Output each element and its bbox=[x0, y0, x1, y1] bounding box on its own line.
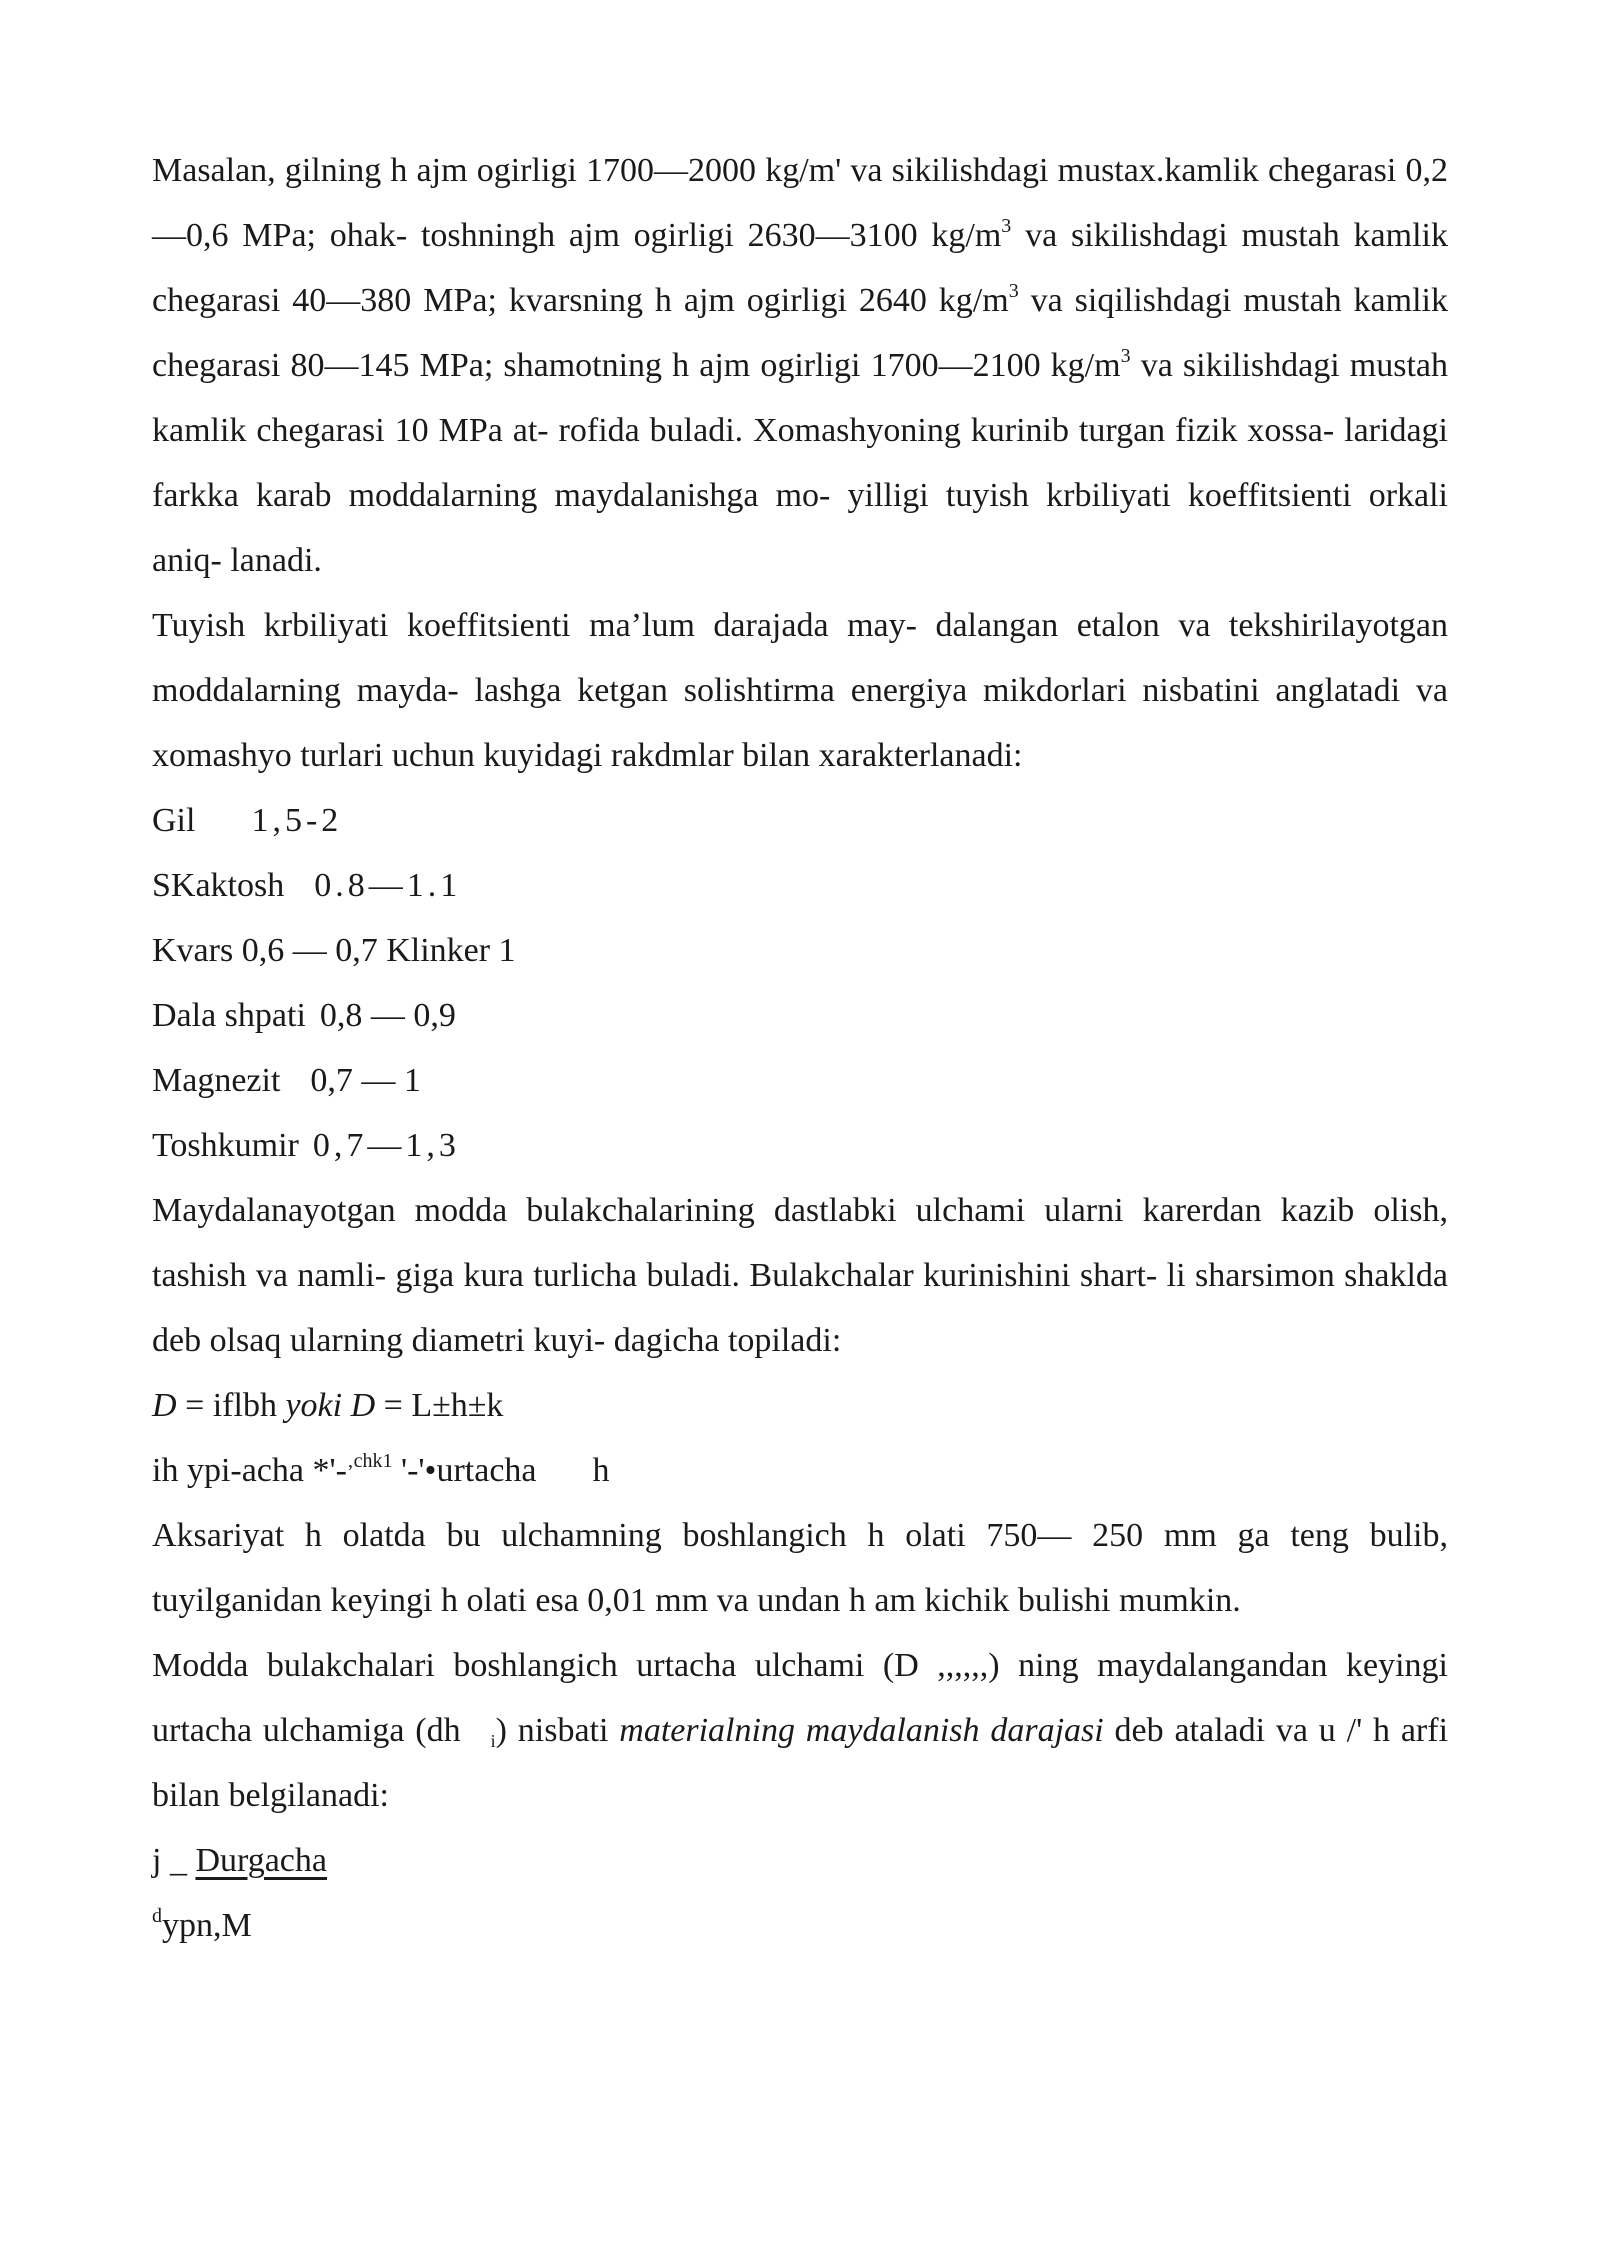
formula-text: '-'•urtacha bbox=[392, 1452, 537, 1489]
material-row-skaktosh bbox=[152, 853, 1448, 918]
formula-ratio-denominator bbox=[152, 1893, 1448, 1958]
paragraph-grindability: Tuyish krbiliyati koeffitsienti ma’lum darajada may- dalangan etalon va tekshirilayotgan moddalarning mayda- lashga ketgan solishtirma energiya mikdorlari nisbatini anglatadi va xomashyo turlari uchun kuyidagi rakdmlar bilan xarakterlanadi: bbox=[152, 607, 1448, 774]
material-row-magnezit bbox=[152, 1048, 1448, 1113]
paragraph-particle-size: Maydalanayotgan modda bulakchalarining dastlabki ulchami ularni karerdan kazib olish, tashish va namli- giga kura turlicha buladi. Bulakchalar kurinishini shart- li sharsimon shaklda deb olsaq ularning diametri kuyi- dagicha topiladi: bbox=[152, 1192, 1448, 1359]
material-label: Toshkumir bbox=[152, 1127, 299, 1164]
material-row-dala-shpati bbox=[152, 983, 1448, 1048]
paragraph-size-range: Aksariyat h olatda bu ulchamning boshlangich h olati 750— 250 mm ga teng bulib, tuyilganidan keyingi h olati esa 0,01 mm va undan h am kichik bulishi mumkin. bbox=[152, 1517, 1448, 1619]
formula-symbol-d: D bbox=[350, 1387, 376, 1424]
formula-diameter bbox=[152, 1373, 1448, 1438]
superscript-3: 3 bbox=[1001, 215, 1012, 237]
superscript-3: 3 bbox=[1120, 345, 1131, 367]
material-label: SKaktosh bbox=[152, 867, 285, 904]
para1-text-2: va sikilishdagi mustah kamlik chegarasi 40—380 MPa; kvarsning h ajm ogirligi 2640 kg/m bbox=[152, 217, 1448, 319]
material-value: 0,7 — 1 bbox=[310, 1062, 421, 1099]
para5-text-1: Modda bulakchalari boshlangich urtacha ulchami (D ,,,,,,) ning maydalangandan keyingi urtacha ulchamiga (dh bbox=[152, 1647, 1448, 1749]
formula-text: h bbox=[592, 1452, 610, 1489]
formula-superscript: d bbox=[152, 1905, 162, 1927]
paragraph-density-strength bbox=[152, 138, 1448, 593]
material-row-gil bbox=[152, 788, 1448, 853]
para1-text-1: Masalan, gilning h ajm ogirligi 1700—2000 kg/m' va sikilishdagi mustax.kamlik chegarasi 0,2—0,6 MPa; ohak- toshningh ajm ogirligi 2630—3100 kg/m bbox=[152, 152, 1448, 254]
formula-symbol-d: D bbox=[152, 1387, 177, 1424]
subscript-i: i bbox=[490, 1731, 496, 1751]
formula-durgacha: Durgacha bbox=[195, 1842, 327, 1879]
term-reduction-degree: materialning maydalanish darajasi bbox=[619, 1712, 1104, 1749]
material-row-toshkumir bbox=[152, 1113, 1448, 1178]
superscript-3: 3 bbox=[1008, 280, 1019, 302]
formula-superscript: ‚chk1 bbox=[346, 1450, 393, 1472]
formula-average bbox=[152, 1438, 1448, 1503]
material-label: Dala shpati bbox=[152, 997, 306, 1034]
material-value: 0,7—1,3 bbox=[312, 1127, 460, 1164]
formula-text: = iflbh bbox=[176, 1387, 286, 1424]
para5-text-3: deb ataladi va u /' h arfi bilan belgilanadi: bbox=[152, 1712, 1449, 1814]
material-value: 1,5-2 bbox=[251, 802, 343, 839]
formula-text: ih ypi-acha *'- bbox=[152, 1452, 347, 1489]
material-value: 0.8—1.1 bbox=[314, 867, 462, 904]
paragraph-reduction-degree bbox=[152, 1633, 1448, 1828]
formula-word-yoki: yoki bbox=[285, 1387, 343, 1424]
formula-ratio-numerator bbox=[152, 1828, 1448, 1893]
material-row-kvars: Kvars 0,6 — 0,7 Klinker 1 bbox=[152, 932, 516, 969]
formula-text: ypn,M bbox=[162, 1907, 252, 1944]
material-label: Gil bbox=[152, 802, 196, 839]
formula-text: = L±h±k bbox=[375, 1387, 504, 1424]
material-value: 0,8 — 0,9 bbox=[319, 997, 456, 1034]
para1-text-4: va sikilishdagi mustah kamlik chegarasi 10 MPa at- rofida buladi. Xomashyoning kurinib turgan fizik xossa- laridagi farkka karab moddalarning maydalanishga mo- yilligi tuyish krbiliyati koeffitsienti orkali aniq- lanadi. bbox=[152, 347, 1449, 579]
para5-text-2: ) nisbati bbox=[495, 1712, 620, 1749]
formula-text: j _ bbox=[152, 1842, 196, 1879]
document-page bbox=[152, 138, 1448, 1958]
para1-text-3: va siqilishdagi mustah kamlik chegarasi 80—145 MPa; shamotning h ajm ogirligi 1700—2100 kg/m bbox=[152, 282, 1448, 384]
material-label: Magnezit bbox=[152, 1062, 281, 1099]
